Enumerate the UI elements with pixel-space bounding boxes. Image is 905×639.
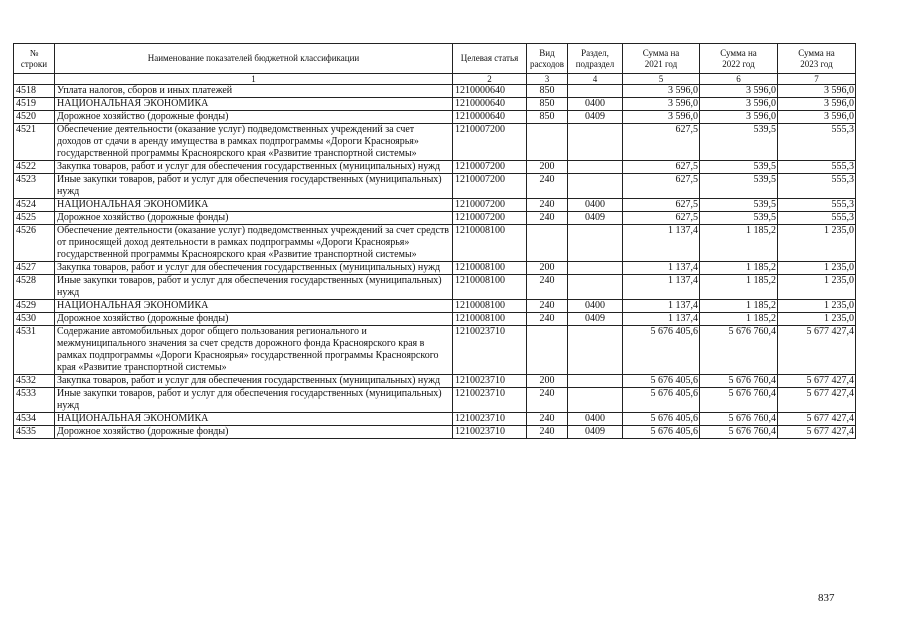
- amount-2023-cell: 1 235,0: [778, 275, 856, 300]
- target-article-cell: 1210007200: [453, 174, 527, 199]
- amount-2021-cell: 3 596,0: [623, 111, 700, 124]
- amount-2022-cell: 1 185,2: [700, 300, 778, 313]
- amount-2021-cell: 5 676 405,6: [623, 326, 700, 375]
- table-row: [14, 161, 856, 174]
- header-indicator-name: Наименование показателей бюджетной классификации: [55, 44, 453, 74]
- indicator-name-cell: Иные закупки товаров, работ и услуг для обеспечения государственных (муниципальных) нужд: [55, 275, 453, 300]
- table-row: [14, 300, 856, 313]
- amount-2023-cell: 1 235,0: [778, 262, 856, 275]
- indicator-name-cell: НАЦИОНАЛЬНАЯ ЭКОНОМИКА: [55, 199, 453, 212]
- amount-2023-cell: 3 596,0: [778, 85, 856, 98]
- amount-2021-cell: 1 137,4: [623, 225, 700, 262]
- amount-2022-cell: 539,5: [700, 212, 778, 225]
- expense-kind-cell: 850: [527, 85, 568, 98]
- indicator-name-cell: Дорожное хозяйство (дорожные фонды): [55, 313, 453, 326]
- expense-kind-cell: [527, 326, 568, 375]
- section-cell: 0400: [568, 300, 623, 313]
- target-article-cell: 1210000640: [453, 111, 527, 124]
- row-number-cell: 4525: [14, 212, 55, 225]
- table-row: [14, 98, 856, 111]
- amount-2023-cell: 5 677 427,4: [778, 426, 856, 439]
- row-number-cell: 4520: [14, 111, 55, 124]
- target-article-cell: 1210023710: [453, 388, 527, 413]
- row-number-cell: 4523: [14, 174, 55, 199]
- target-article-cell: 1210007200: [453, 124, 527, 161]
- amount-2023-cell: 555,3: [778, 161, 856, 174]
- amount-2021-cell: 1 137,4: [623, 275, 700, 300]
- table-row: [14, 124, 856, 161]
- amount-2023-cell: 5 677 427,4: [778, 388, 856, 413]
- amount-2022-cell: 539,5: [700, 199, 778, 212]
- amount-2021-cell: 1 137,4: [623, 313, 700, 326]
- row-number-cell: 4530: [14, 313, 55, 326]
- header-section: Раздел, подраздел: [568, 44, 623, 74]
- section-cell: 0409: [568, 212, 623, 225]
- column-number: 1: [55, 74, 453, 85]
- table-body: [14, 85, 856, 439]
- expense-kind-cell: 200: [527, 262, 568, 275]
- amount-2021-cell: 627,5: [623, 199, 700, 212]
- header-expense-kind: Вид расходов: [527, 44, 568, 74]
- row-number-cell: 4518: [14, 85, 55, 98]
- amount-2023-cell: 1 235,0: [778, 300, 856, 313]
- table-row: [14, 85, 856, 98]
- column-number: 3: [527, 74, 568, 85]
- amount-2022-cell: 1 185,2: [700, 225, 778, 262]
- row-number-cell: 4519: [14, 98, 55, 111]
- row-number-cell: 4526: [14, 225, 55, 262]
- target-article-cell: 1210000640: [453, 85, 527, 98]
- amount-2023-cell: 555,3: [778, 124, 856, 161]
- column-number: [14, 74, 55, 85]
- target-article-cell: 1210008100: [453, 262, 527, 275]
- amount-2021-cell: 627,5: [623, 161, 700, 174]
- section-cell: [568, 225, 623, 262]
- amount-2022-cell: 5 676 760,4: [700, 375, 778, 388]
- indicator-name-cell: Иные закупки товаров, работ и услуг для обеспечения государственных (муниципальных) нужд: [55, 388, 453, 413]
- header-row-number: № строки: [14, 44, 55, 74]
- column-number: 6: [700, 74, 778, 85]
- expense-kind-cell: 850: [527, 98, 568, 111]
- row-number-cell: 4534: [14, 413, 55, 426]
- indicator-name-cell: Уплата налогов, сборов и иных платежей: [55, 85, 453, 98]
- table-row: [14, 111, 856, 124]
- row-number-cell: 4522: [14, 161, 55, 174]
- indicator-name-cell: Обеспечение деятельности (оказание услуг) подведомственных учреждений за счет средств от приносящей доход деятельности в рамках подпрограммы «Дороги Красноярья» государственной программы Красноярского края «Развитие транспортной системы»: [55, 225, 453, 262]
- target-article-cell: 1210023710: [453, 375, 527, 388]
- expense-kind-cell: 240: [527, 199, 568, 212]
- amount-2022-cell: 1 185,2: [700, 262, 778, 275]
- amount-2022-cell: 1 185,2: [700, 313, 778, 326]
- amount-2022-cell: 3 596,0: [700, 98, 778, 111]
- row-number-cell: 4531: [14, 326, 55, 375]
- section-cell: 0400: [568, 413, 623, 426]
- indicator-name-cell: Дорожное хозяйство (дорожные фонды): [55, 212, 453, 225]
- table-row: [14, 275, 856, 300]
- row-number-cell: 4532: [14, 375, 55, 388]
- amount-2023-cell: 3 596,0: [778, 111, 856, 124]
- section-cell: 0409: [568, 111, 623, 124]
- expense-kind-cell: 240: [527, 413, 568, 426]
- indicator-name-cell: Иные закупки товаров, работ и услуг для обеспечения государственных (муниципальных) нужд: [55, 174, 453, 199]
- row-number-cell: 4529: [14, 300, 55, 313]
- amount-2021-cell: 5 676 405,6: [623, 426, 700, 439]
- indicator-name-cell: Дорожное хозяйство (дорожные фонды): [55, 426, 453, 439]
- column-number: 5: [623, 74, 700, 85]
- amount-2023-cell: 3 596,0: [778, 98, 856, 111]
- amount-2022-cell: 3 596,0: [700, 111, 778, 124]
- expense-kind-cell: 240: [527, 388, 568, 413]
- indicator-name-cell: НАЦИОНАЛЬНАЯ ЭКОНОМИКА: [55, 300, 453, 313]
- table-row: [14, 262, 856, 275]
- row-number-cell: 4533: [14, 388, 55, 413]
- expense-kind-cell: 240: [527, 174, 568, 199]
- amount-2022-cell: 539,5: [700, 161, 778, 174]
- target-article-cell: 1210023710: [453, 326, 527, 375]
- section-cell: 0409: [568, 426, 623, 439]
- table-row: [14, 426, 856, 439]
- expense-kind-cell: 240: [527, 426, 568, 439]
- row-number-cell: 4527: [14, 262, 55, 275]
- row-number-cell: 4524: [14, 199, 55, 212]
- page-number: 837: [818, 592, 835, 604]
- amount-2021-cell: 5 676 405,6: [623, 413, 700, 426]
- indicator-name-cell: Обеспечение деятельности (оказание услуг) подведомственных учреждений за счет доходов от сдачи в аренду имущества в рамках подпрограммы «Дороги Красноярья» государственной программы Красноярского края «Развитие транспортной системы»: [55, 124, 453, 161]
- row-number-cell: 4521: [14, 124, 55, 161]
- amount-2022-cell: 5 676 760,4: [700, 413, 778, 426]
- expense-kind-cell: 240: [527, 275, 568, 300]
- expense-kind-cell: 200: [527, 375, 568, 388]
- expense-kind-cell: 240: [527, 212, 568, 225]
- expense-kind-cell: 200: [527, 161, 568, 174]
- section-cell: [568, 124, 623, 161]
- amount-2023-cell: 555,3: [778, 174, 856, 199]
- header-target-article: Целевая статья: [453, 44, 527, 74]
- section-cell: 0400: [568, 98, 623, 111]
- table-row: [14, 388, 856, 413]
- amount-2023-cell: 5 677 427,4: [778, 413, 856, 426]
- amount-2021-cell: 5 676 405,6: [623, 388, 700, 413]
- indicator-name-cell: Дорожное хозяйство (дорожные фонды): [55, 111, 453, 124]
- amount-2021-cell: 627,5: [623, 174, 700, 199]
- indicator-name-cell: НАЦИОНАЛЬНАЯ ЭКОНОМИКА: [55, 98, 453, 111]
- amount-2023-cell: 1 235,0: [778, 313, 856, 326]
- expense-kind-cell: [527, 124, 568, 161]
- amount-2022-cell: 539,5: [700, 124, 778, 161]
- section-cell: [568, 85, 623, 98]
- target-article-cell: 1210008100: [453, 300, 527, 313]
- column-number: 2: [453, 74, 527, 85]
- row-number-cell: 4528: [14, 275, 55, 300]
- table-row: [14, 375, 856, 388]
- expense-kind-cell: 240: [527, 313, 568, 326]
- target-article-cell: 1210008100: [453, 275, 527, 300]
- section-cell: 0400: [568, 199, 623, 212]
- amount-2021-cell: 5 676 405,6: [623, 375, 700, 388]
- amount-2021-cell: 3 596,0: [623, 98, 700, 111]
- indicator-name-cell: Закупка товаров, работ и услуг для обеспечения государственных (муниципальных) нужд: [55, 375, 453, 388]
- expense-kind-cell: [527, 225, 568, 262]
- amount-2022-cell: 3 596,0: [700, 85, 778, 98]
- amount-2022-cell: 539,5: [700, 174, 778, 199]
- column-number: 7: [778, 74, 856, 85]
- indicator-name-cell: Закупка товаров, работ и услуг для обеспечения государственных (муниципальных) нужд: [55, 161, 453, 174]
- amount-2022-cell: 5 676 760,4: [700, 388, 778, 413]
- section-cell: [568, 275, 623, 300]
- section-cell: 0409: [568, 313, 623, 326]
- indicator-name-cell: Содержание автомобильных дорог общего пользования регионального и межмуниципального значения за счет средств дорожного фонда Красноярского края в рамках подпрограммы «Дороги Красноярья» государственной программы Красноярского края «Развитие транспортной системы»: [55, 326, 453, 375]
- expense-kind-cell: 240: [527, 300, 568, 313]
- table-row: [14, 313, 856, 326]
- table-row: [14, 326, 856, 375]
- budget-table: [13, 43, 856, 439]
- section-cell: [568, 375, 623, 388]
- target-article-cell: 1210023710: [453, 413, 527, 426]
- target-article-cell: 1210000640: [453, 98, 527, 111]
- expense-kind-cell: 850: [527, 111, 568, 124]
- table-row: [14, 212, 856, 225]
- indicator-name-cell: Закупка товаров, работ и услуг для обеспечения государственных (муниципальных) нужд: [55, 262, 453, 275]
- amount-2023-cell: 555,3: [778, 212, 856, 225]
- section-cell: [568, 388, 623, 413]
- target-article-cell: 1210007200: [453, 199, 527, 212]
- amount-2023-cell: 555,3: [778, 199, 856, 212]
- target-article-cell: 1210007200: [453, 161, 527, 174]
- table-row: [14, 413, 856, 426]
- column-number: 4: [568, 74, 623, 85]
- amount-2023-cell: 1 235,0: [778, 225, 856, 262]
- table-row: [14, 174, 856, 199]
- amount-2021-cell: 3 596,0: [623, 85, 700, 98]
- amount-2021-cell: 1 137,4: [623, 262, 700, 275]
- target-article-cell: 1210008100: [453, 225, 527, 262]
- section-cell: [568, 174, 623, 199]
- header-amount-2022: Сумма на 2022 год: [700, 44, 778, 74]
- header-amount-2021: Сумма на 2021 год: [623, 44, 700, 74]
- amount-2021-cell: 627,5: [623, 212, 700, 225]
- amount-2022-cell: 5 676 760,4: [700, 326, 778, 375]
- amount-2022-cell: 1 185,2: [700, 275, 778, 300]
- table-header: [14, 44, 856, 85]
- section-cell: [568, 161, 623, 174]
- amount-2022-cell: 5 676 760,4: [700, 426, 778, 439]
- table-row: [14, 199, 856, 212]
- section-cell: [568, 326, 623, 375]
- header-amount-2023: Сумма на 2023 год: [778, 44, 856, 74]
- row-number-cell: 4535: [14, 426, 55, 439]
- amount-2021-cell: 1 137,4: [623, 300, 700, 313]
- target-article-cell: 1210007200: [453, 212, 527, 225]
- target-article-cell: 1210023710: [453, 426, 527, 439]
- section-cell: [568, 262, 623, 275]
- amount-2023-cell: 5 677 427,4: [778, 326, 856, 375]
- table-row: [14, 225, 856, 262]
- indicator-name-cell: НАЦИОНАЛЬНАЯ ЭКОНОМИКА: [55, 413, 453, 426]
- amount-2023-cell: 5 677 427,4: [778, 375, 856, 388]
- amount-2021-cell: 627,5: [623, 124, 700, 161]
- target-article-cell: 1210008100: [453, 313, 527, 326]
